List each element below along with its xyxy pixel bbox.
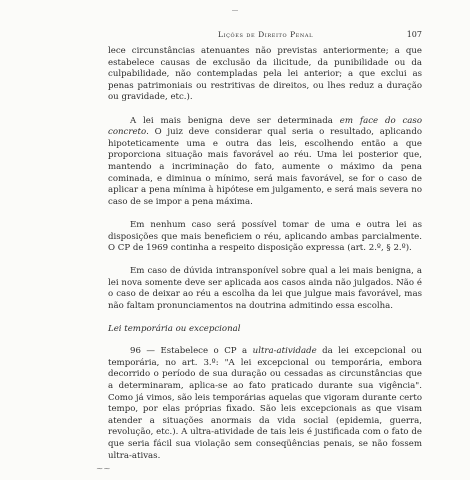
text-run: 96 — Estabelece o CP a	[130, 346, 253, 357]
text-run: da lei excepcional ou temporária, no art. 3.º: "A lei excepcional ou temporária, embora decorrido o período de sua duração ou cessadas as circunstâncias que a determinaram, aplica-se ao fato praticado durante sua vigência". Como já vimos, são leis temporárias aquelas que vigoram durante certo tempo, por elas próprias fixado. São leis excepcionais as que visam atender a situações anormais da vida social (epidemia, guerra, revolução, etc.). A ultra-atividade de tais leis é justificada com o fato de que seria fácil sua violação sem conseqüências penais, se não fossem ultra-ativas.	[108, 346, 422, 461]
text-run: A lei mais benigna deve ser determinada	[130, 115, 340, 126]
running-header	[108, 30, 422, 44]
page-number: 107	[406, 30, 422, 39]
margin-mark: ~~	[96, 464, 111, 474]
text-run: Em caso de dúvida intransponível sobre qual a lei mais benigna, a lei nova somente deve ser aplicada aos casos ainda não julgados. Não é o caso de deixar ao réu a escolha da lei que julgue mais favorável, mas não faltam pronunciamentos na doutrina admitindo essa escolha.	[108, 266, 422, 312]
paragraph-lei-mais-benigna	[108, 116, 422, 209]
text-run: Em nenhum caso será possível tomar de uma e outra lei as disposições que mais beneficiem o réu, aplicando ambas parcialmente. O CP de 1969 continha a respeito disposição expressa (art. 2.º, § 2.º).	[108, 219, 422, 254]
page-body	[108, 46, 422, 462]
text-run: . O juiz deve considerar qual seria o resultado, aplicando hipoteticamente uma e outra das leis, escolhendo então a que proporciona situação mais favorável ao réu. Uma lei posterior que, mantendo a incriminação do fato, aumente o máximo da pena cominada, e diminua o mínimo, será mais favorável, se for o caso de aplicar a pena mínima à hipótese em julgamento, e será mais severa no caso de se impor a pena máxima.	[108, 127, 422, 207]
italic-text: em face do caso concreto	[108, 115, 422, 138]
paragraph-duvida	[108, 266, 422, 312]
scan-mark	[232, 10, 238, 11]
running-title: Lições de Direito Penal	[218, 30, 314, 39]
italic-text: ultra-atividade	[252, 346, 317, 357]
paragraph-nenhum-caso	[108, 220, 422, 255]
section-heading: Lei temporária ou excepcional	[108, 323, 241, 334]
paragraph-96	[108, 346, 422, 462]
paragraph-continuation	[108, 46, 422, 104]
text-run: lece circunstâncias atenuantes não previstas anteriormente; a que estabelece causas de exclusão da ilicitude, da punibilidade ou da culpabilidade, não contempladas pela lei anterior; a que exclui as penas patrimoniais ou restritivas de direitos, ou lhes reduz a duração ou gravidade, etc.).	[108, 46, 422, 103]
